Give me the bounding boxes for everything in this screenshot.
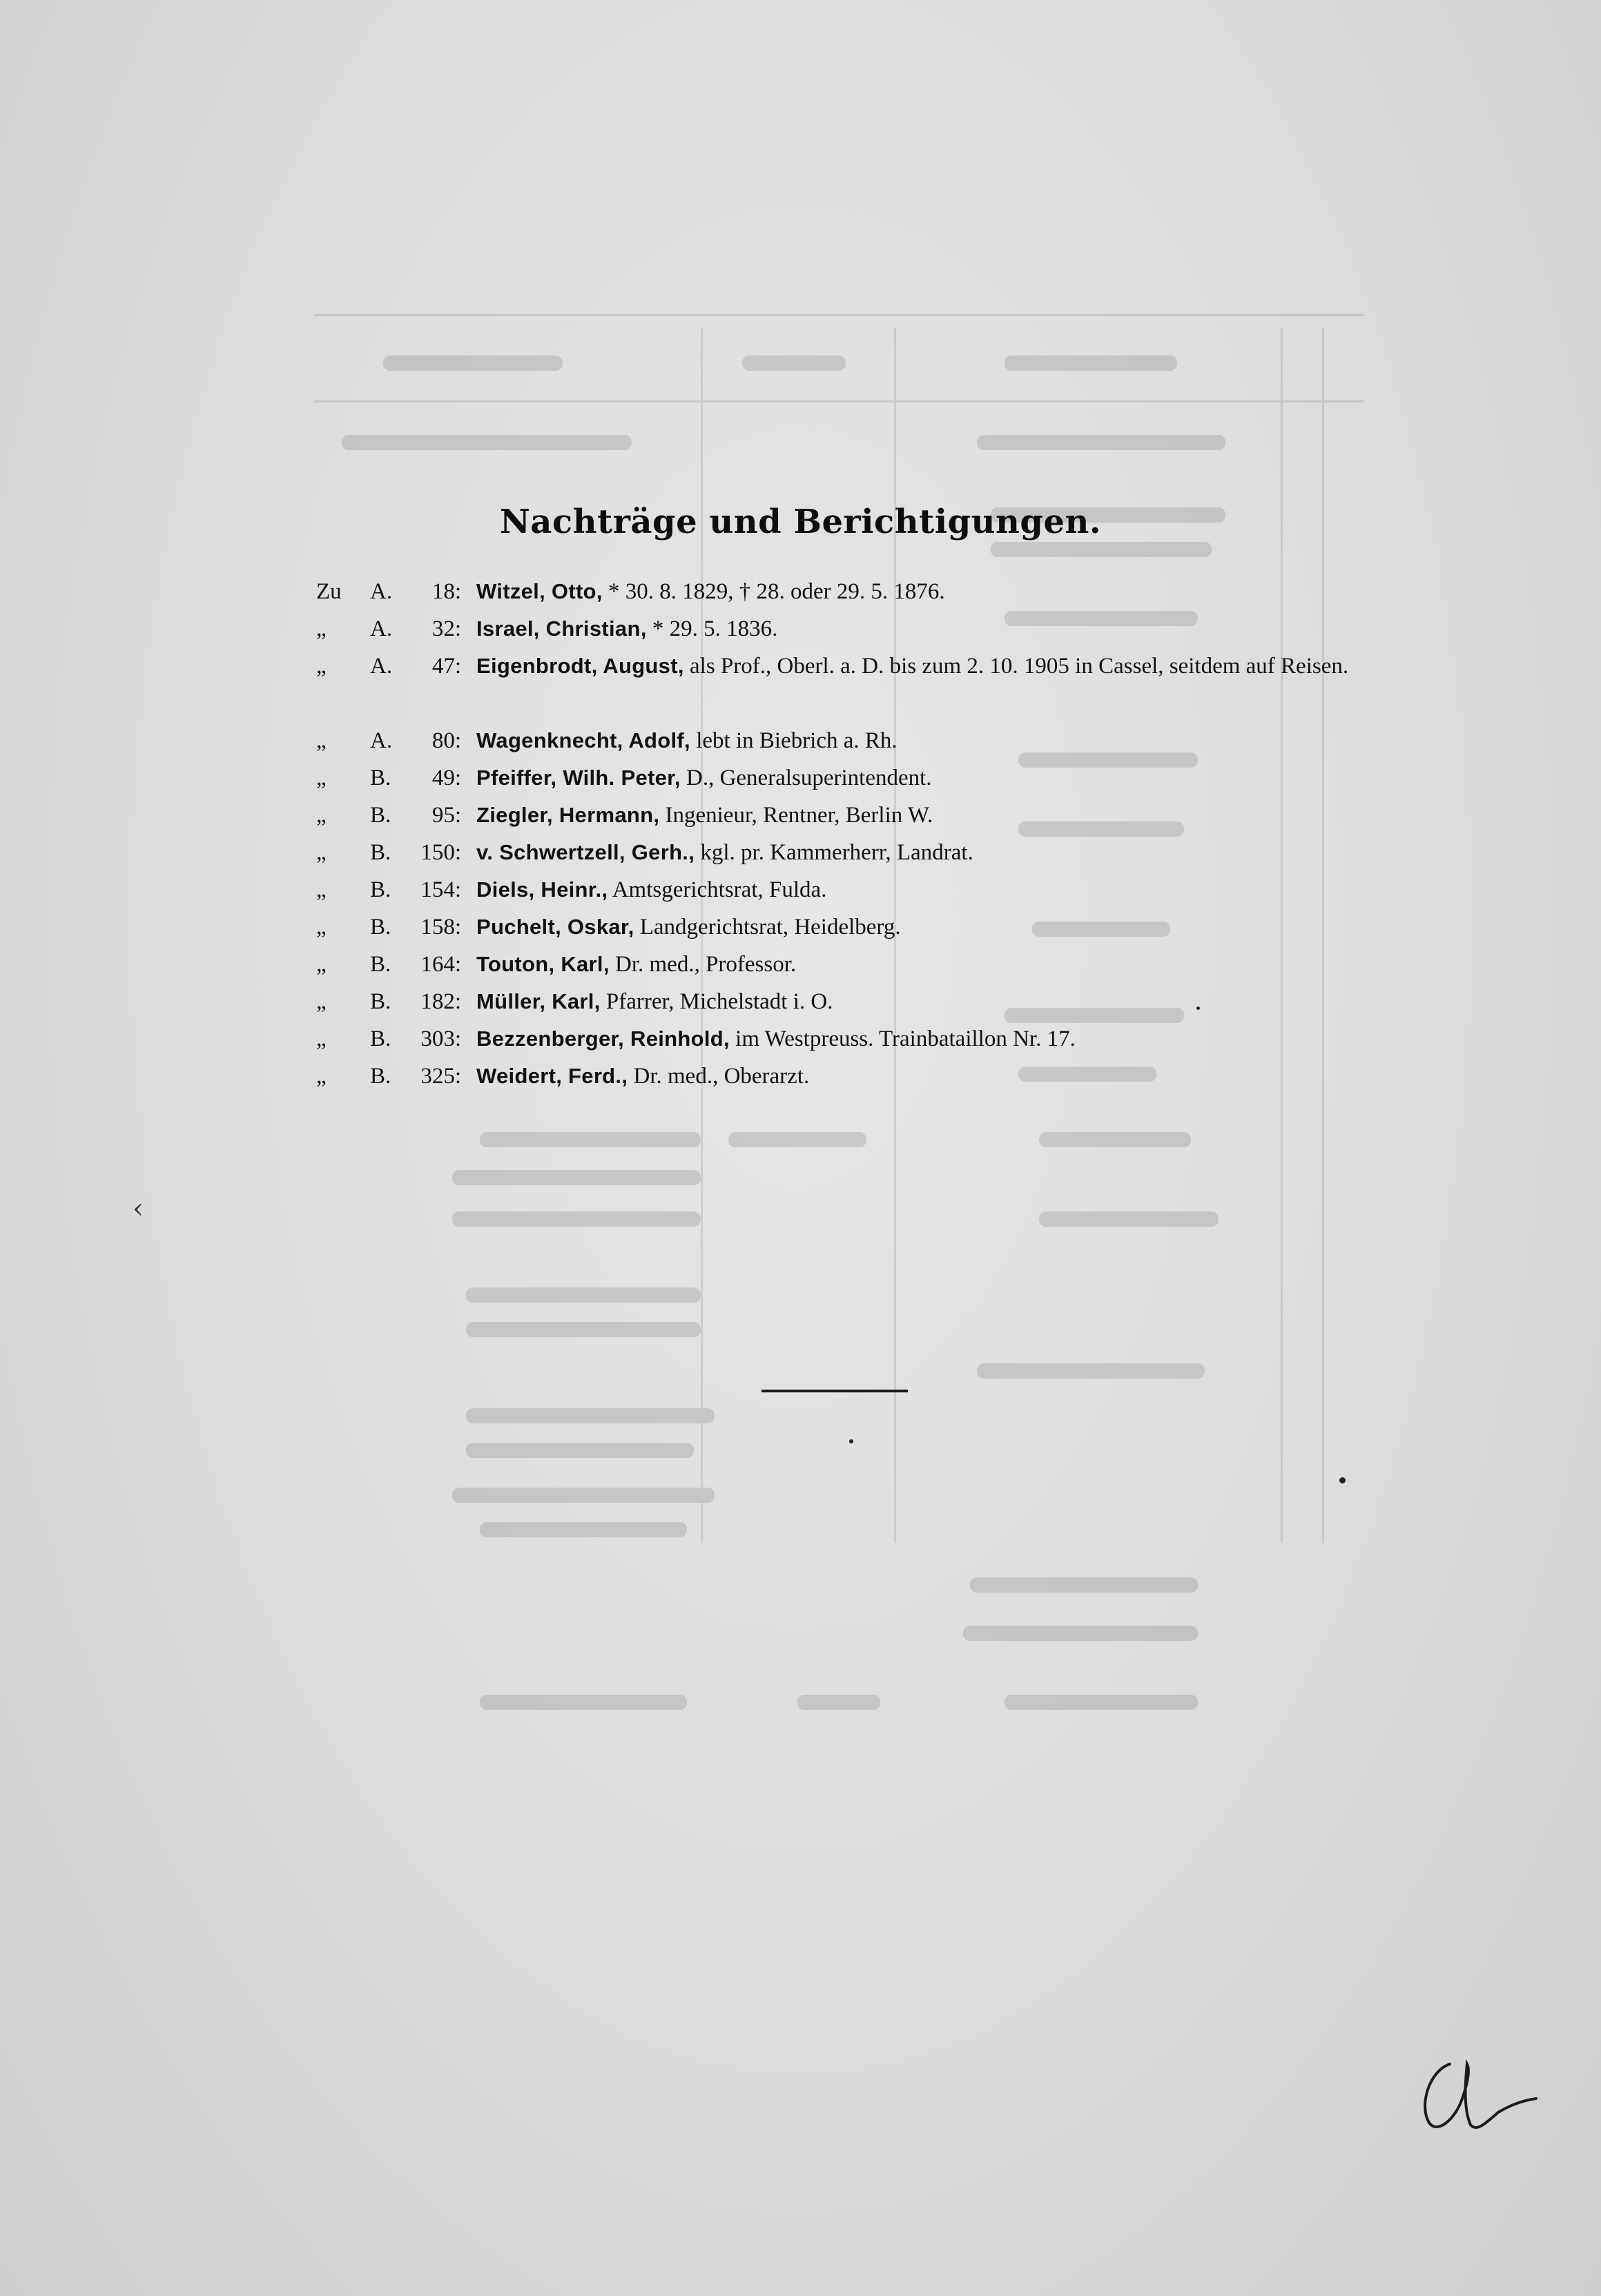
entry-prefix: „ — [316, 728, 327, 753]
entry-section-letter: B. — [370, 989, 391, 1014]
entry-reference-number: 32: — [431, 616, 461, 641]
entry-prefix: „ — [316, 1064, 327, 1089]
entry-section-letter: B. — [370, 877, 391, 902]
entry-prefix: „ — [316, 952, 327, 977]
entry-section-letter: A. — [370, 654, 393, 679]
entry-reference-number: 164: — [420, 952, 461, 977]
correction-entry — [316, 573, 1414, 610]
entry-section-letter: B. — [370, 840, 391, 865]
entry-text — [476, 648, 1415, 685]
entry-prefix: „ — [316, 877, 327, 902]
correction-entry — [316, 610, 1414, 648]
entry-reference-number: 325: — [420, 1064, 461, 1089]
entry-prefix: „ — [316, 616, 327, 641]
entry-prefix: Zu — [316, 579, 342, 604]
entry-text — [476, 908, 1415, 946]
entry-person-name: Weidert, Ferd., — [476, 1064, 628, 1088]
ink-speck — [1196, 1006, 1200, 1010]
entry-text — [476, 573, 1415, 610]
entry-details: im Westpreuss. Trainbataillon Nr. 17. — [729, 1027, 1076, 1051]
entry-prefix: „ — [316, 803, 327, 828]
entry-details: Ingenieur, Rentner, Berlin W. — [659, 803, 933, 828]
correction-entry — [316, 983, 1414, 1020]
entry-details: * 29. 5. 1836. — [646, 616, 778, 641]
entry-details: Landgerichtsrat, Heidelberg. — [634, 915, 901, 940]
entry-person-name: Israel, Christian, — [476, 616, 647, 641]
correction-entry — [316, 871, 1414, 908]
entry-text — [476, 1020, 1415, 1058]
entry-section-letter: B. — [370, 915, 391, 940]
entry-prefix: „ — [316, 766, 327, 790]
entry-text — [476, 871, 1415, 908]
entry-reference-number: 150: — [420, 840, 461, 865]
margin-mark: ‹ — [133, 1193, 144, 1225]
correction-entry — [316, 1058, 1414, 1095]
entry-reference-number: 182: — [420, 989, 461, 1014]
correction-entry — [316, 797, 1414, 834]
entry-prefix: „ — [316, 654, 327, 679]
entry-section-letter: B. — [370, 803, 391, 828]
entry-details: * 30. 8. 1829, † 28. oder 29. 5. 1876. — [602, 579, 945, 604]
bleed-through-table — [314, 314, 1364, 1957]
entry-reference-number: 18: — [431, 579, 461, 604]
entry-section-letter: B. — [370, 766, 391, 790]
page-title: Nachträge und Berichtigungen. — [499, 503, 1102, 541]
entry-person-name: Wagenknecht, Adolf, — [476, 728, 690, 752]
entry-reference-number: 47: — [431, 654, 461, 679]
entry-text — [476, 946, 1415, 983]
entry-person-name: Diels, Heinr., — [476, 877, 608, 902]
entry-person-name: Puchelt, Oskar, — [476, 915, 634, 939]
entry-section-letter: A. — [370, 616, 393, 641]
entry-reference-number: 95: — [431, 803, 461, 828]
entry-person-name: Touton, Karl, — [476, 952, 610, 976]
entry-person-name: Bezzenberger, Reinhold, — [476, 1027, 730, 1051]
entry-person-name: Pfeiffer, Wilh. Peter, — [476, 766, 681, 790]
correction-entry — [316, 908, 1414, 946]
entry-details: Dr. med., Oberarzt. — [628, 1064, 810, 1089]
entry-details: Amtsgerichtsrat, Fulda. — [608, 877, 827, 902]
correction-entry — [316, 834, 1414, 871]
entry-text — [476, 834, 1415, 871]
corrections-list — [316, 573, 1414, 1095]
entry-reference-number: 80: — [431, 728, 461, 753]
entry-details: kgl. pr. Kammerherr, Landrat. — [695, 840, 973, 865]
entry-details: Pfarrer, Michelstadt i. O. — [600, 989, 833, 1014]
entry-prefix: „ — [316, 840, 327, 865]
entry-text — [476, 722, 1415, 759]
entry-reference-number: 154: — [420, 877, 461, 902]
entry-person-name: v. Schwertzell, Gerh., — [476, 840, 695, 864]
entry-section-letter: B. — [370, 1064, 391, 1089]
entry-reference-number: 303: — [420, 1027, 461, 1051]
ink-speck — [1339, 1477, 1346, 1483]
entry-text — [476, 1058, 1415, 1095]
entry-details: D., Generalsuperintendent. — [680, 766, 932, 790]
entry-prefix: „ — [316, 915, 327, 940]
handwritten-signature-mark — [1401, 2043, 1540, 2140]
entry-section-letter: B. — [370, 952, 391, 977]
ink-speck — [849, 1439, 853, 1443]
entry-section-letter: B. — [370, 1027, 391, 1051]
entry-text — [476, 797, 1415, 834]
correction-entry — [316, 722, 1414, 759]
entry-text — [476, 759, 1415, 797]
entry-reference-number: 49: — [431, 766, 461, 790]
entry-text — [476, 983, 1415, 1020]
correction-entry — [316, 946, 1414, 983]
entry-section-letter: A. — [370, 579, 393, 604]
correction-entry — [316, 1020, 1414, 1058]
entry-person-name: Witzel, Otto, — [476, 579, 603, 603]
entry-details: lebt in Biebrich a. Rh. — [690, 728, 897, 753]
entry-text — [476, 610, 1415, 648]
entry-reference-number: 158: — [420, 915, 461, 940]
correction-entry — [316, 759, 1414, 797]
entry-details: Dr. med., Professor. — [609, 952, 797, 977]
closing-rule — [761, 1390, 908, 1392]
entry-prefix: „ — [316, 1027, 327, 1051]
entry-section-letter: A. — [370, 728, 393, 753]
entry-person-name: Eigenbrodt, August, — [476, 654, 684, 678]
entry-prefix: „ — [316, 989, 327, 1014]
entry-person-name: Müller, Karl, — [476, 989, 601, 1013]
entry-person-name: Ziegler, Hermann, — [476, 803, 660, 827]
correction-entry — [316, 648, 1414, 722]
entry-details: als Prof., Oberl. a. D. bis zum 2. 10. 1905 in Cassel, seitdem auf Reisen. — [683, 654, 1349, 679]
